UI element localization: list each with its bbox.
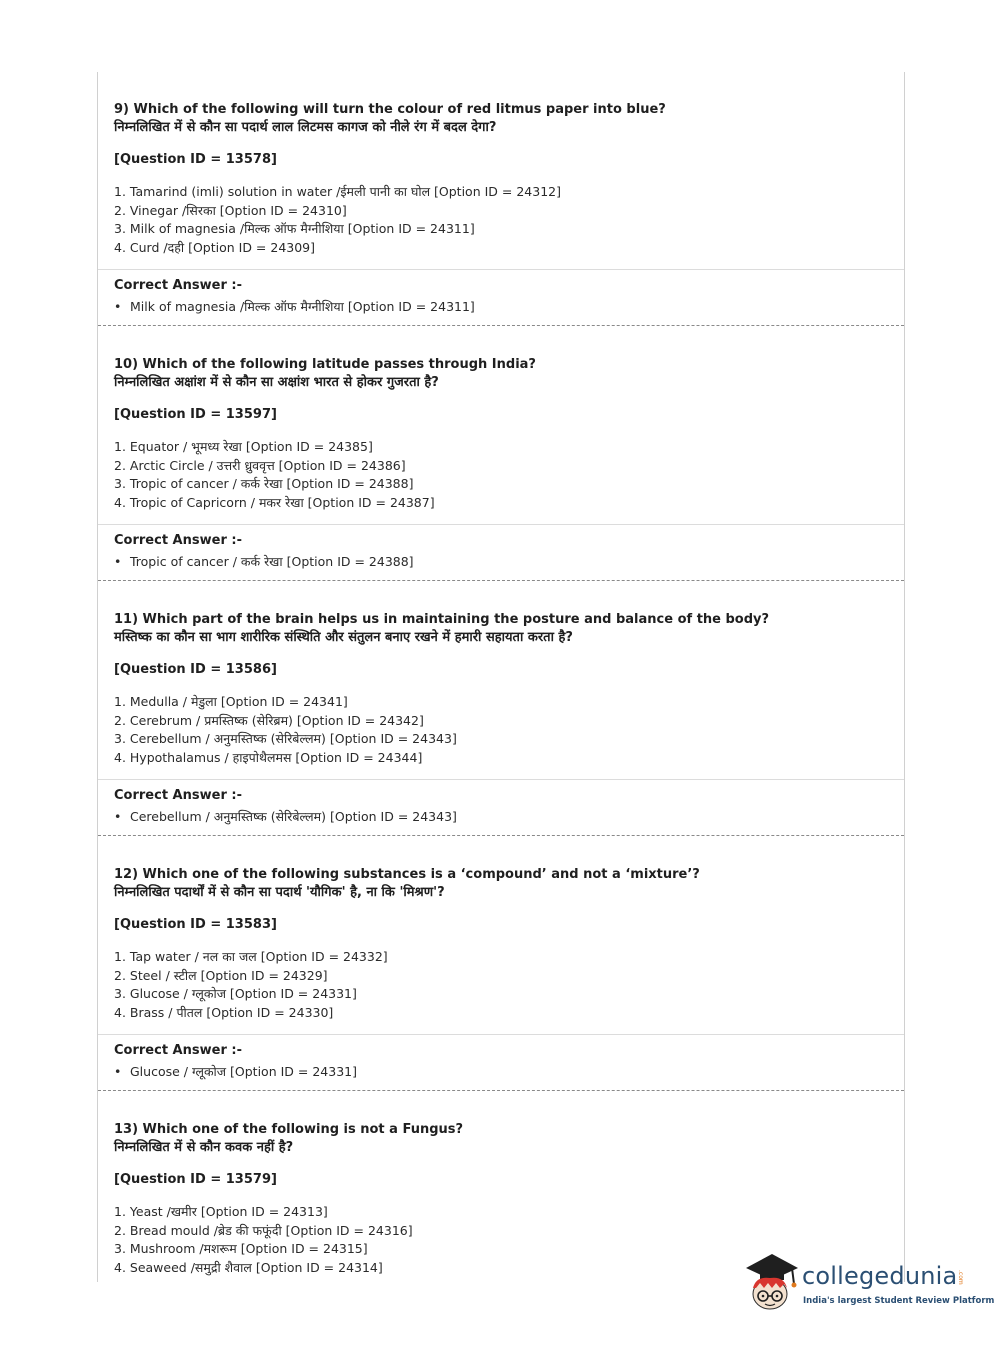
correct-answer xyxy=(114,553,414,571)
correct-answer xyxy=(114,808,457,826)
bullet-icon: • xyxy=(114,809,122,824)
question-hindi: मस्तिष्क का कौन सा भाग शारीरिक संस्थिति और संतुलन बनाए रखने में हमारी सहायता करता है? xyxy=(114,630,573,645)
option-3: 3. Glucose / ग्लूकोज [Option ID = 24331] xyxy=(114,986,357,1001)
logo-wordmark: collegedunia xyxy=(802,1262,958,1290)
bullet-icon: • xyxy=(114,1064,122,1079)
question-id: [Question ID = 13579] xyxy=(114,1172,277,1187)
option-2: 2. Arctic Circle / उत्तरी ध्रुववृत्त [Option ID = 24386] xyxy=(114,458,406,473)
question-title: 13) Which one of the following is not a Fungus? xyxy=(114,1122,464,1137)
bullet-icon: • xyxy=(114,299,122,314)
question-title: 9) Which of the following will turn the colour of red litmus paper into blue? xyxy=(114,102,666,117)
correct-answer xyxy=(114,1063,357,1081)
option-1: 1. Equator / भूमध्य रेखा [Option ID = 24385] xyxy=(114,439,373,454)
option-1: 1. Tamarind (imli) solution in water /ईमली पानी का घोल [Option ID = 24312] xyxy=(114,184,561,199)
question-separator xyxy=(98,835,904,836)
correct-answer-label: Correct Answer :- xyxy=(114,788,242,803)
option-3: 3. Cerebellum / अनुमस्तिष्क (सेरिबेल्लम) [Option ID = 24343] xyxy=(114,731,457,746)
question-separator xyxy=(98,325,904,326)
bullet-icon: • xyxy=(114,554,122,569)
question-hindi: निम्नलिखित पदार्थों में से कौन सा पदार्थ 'यौगिक' है, ना कि 'मिश्रण'? xyxy=(114,885,445,900)
correct-answer-label: Correct Answer :- xyxy=(114,278,242,293)
divider xyxy=(98,779,904,780)
option-2: 2. Bread mould /ब्रेड की फफूंदी [Option ID = 24316] xyxy=(114,1223,413,1238)
option-3: 3. Milk of magnesia /मिल्क ऑफ मैग्नीशिया [Option ID = 24311] xyxy=(114,221,475,236)
question-separator xyxy=(98,580,904,581)
question-separator xyxy=(98,1090,904,1091)
question-id: [Question ID = 13597] xyxy=(114,407,277,422)
option-1: 1. Medulla / मेडुला [Option ID = 24341] xyxy=(114,694,348,709)
divider xyxy=(98,269,904,270)
option-4: 4. Curd /दही [Option ID = 24309] xyxy=(114,240,316,255)
question-title: 10) Which of the following latitude passes through India? xyxy=(114,357,536,372)
logo-tagline: India's largest Student Review Platform xyxy=(803,1296,995,1306)
correct-answer-text: Milk of magnesia /मिल्क ऑफ मैग्नीशिया [Option ID = 24311] xyxy=(130,299,475,314)
option-3: 3. Tropic of cancer / कर्क रेखा [Option ID = 24388] xyxy=(114,476,414,491)
correct-answer-label: Correct Answer :- xyxy=(114,533,242,548)
question-id: [Question ID = 13586] xyxy=(114,662,277,677)
option-2: 2. Vinegar /सिरका [Option ID = 24310] xyxy=(114,203,347,218)
question-id: [Question ID = 13583] xyxy=(114,917,277,932)
option-4: 4. Hypothalamus / हाइपोथैलमस [Option ID = 24344] xyxy=(114,750,423,765)
collegedunia-logo xyxy=(740,1248,995,1314)
correct-answer xyxy=(114,298,475,316)
option-1: 1. Yeast /खमीर [Option ID = 24313] xyxy=(114,1204,328,1219)
divider xyxy=(98,524,904,525)
question-hindi: निम्नलिखित में से कौन सा पदार्थ लाल लिटमस कागज को नीले रंग में बदल देगा? xyxy=(114,120,497,135)
question-hindi: निम्नलिखित में से कौन कवक नहीं है? xyxy=(114,1140,294,1155)
option-4: 4. Tropic of Capricorn / मकर रेखा [Option ID = 24387] xyxy=(114,495,435,510)
divider xyxy=(98,1034,904,1035)
correct-answer-text: Tropic of cancer / कर्क रेखा [Option ID = 24388] xyxy=(130,554,414,569)
option-3: 3. Mushroom /मशरूम [Option ID = 24315] xyxy=(114,1241,368,1256)
correct-answer-text: Cerebellum / अनुमस्तिष्क (सेरिबेल्लम) [Option ID = 24343] xyxy=(130,809,457,824)
question-id: [Question ID = 13578] xyxy=(114,152,277,167)
option-1: 1. Tap water / नल का जल [Option ID = 24332] xyxy=(114,949,388,964)
option-2: 2. Cerebrum / प्रमस्तिष्क (सेरिब्रम) [Option ID = 24342] xyxy=(114,713,424,728)
question-title: 11) Which part of the brain helps us in maintaining the posture and balance of the body? xyxy=(114,612,770,627)
option-2: 2. Steel / स्टील [Option ID = 24329] xyxy=(114,968,328,983)
document-page xyxy=(97,72,905,1282)
option-4: 4. Seaweed /समुद्री शैवाल [Option ID = 24314] xyxy=(114,1260,383,1275)
graduate-mascot-icon xyxy=(740,1248,802,1314)
question-hindi: निम्नलिखित अक्षांश में से कौन सा अक्षांश भारत से होकर गुजरता है? xyxy=(114,375,439,390)
correct-answer-label: Correct Answer :- xyxy=(114,1043,242,1058)
correct-answer-text: Glucose / ग्लूकोज [Option ID = 24331] xyxy=(130,1064,357,1079)
question-title: 12) Which one of the following substances is a ‘compound’ and not a ‘mixture’? xyxy=(114,867,700,882)
logo-suffix: .com xyxy=(957,1270,964,1285)
option-4: 4. Brass / पीतल [Option ID = 24330] xyxy=(114,1005,334,1020)
